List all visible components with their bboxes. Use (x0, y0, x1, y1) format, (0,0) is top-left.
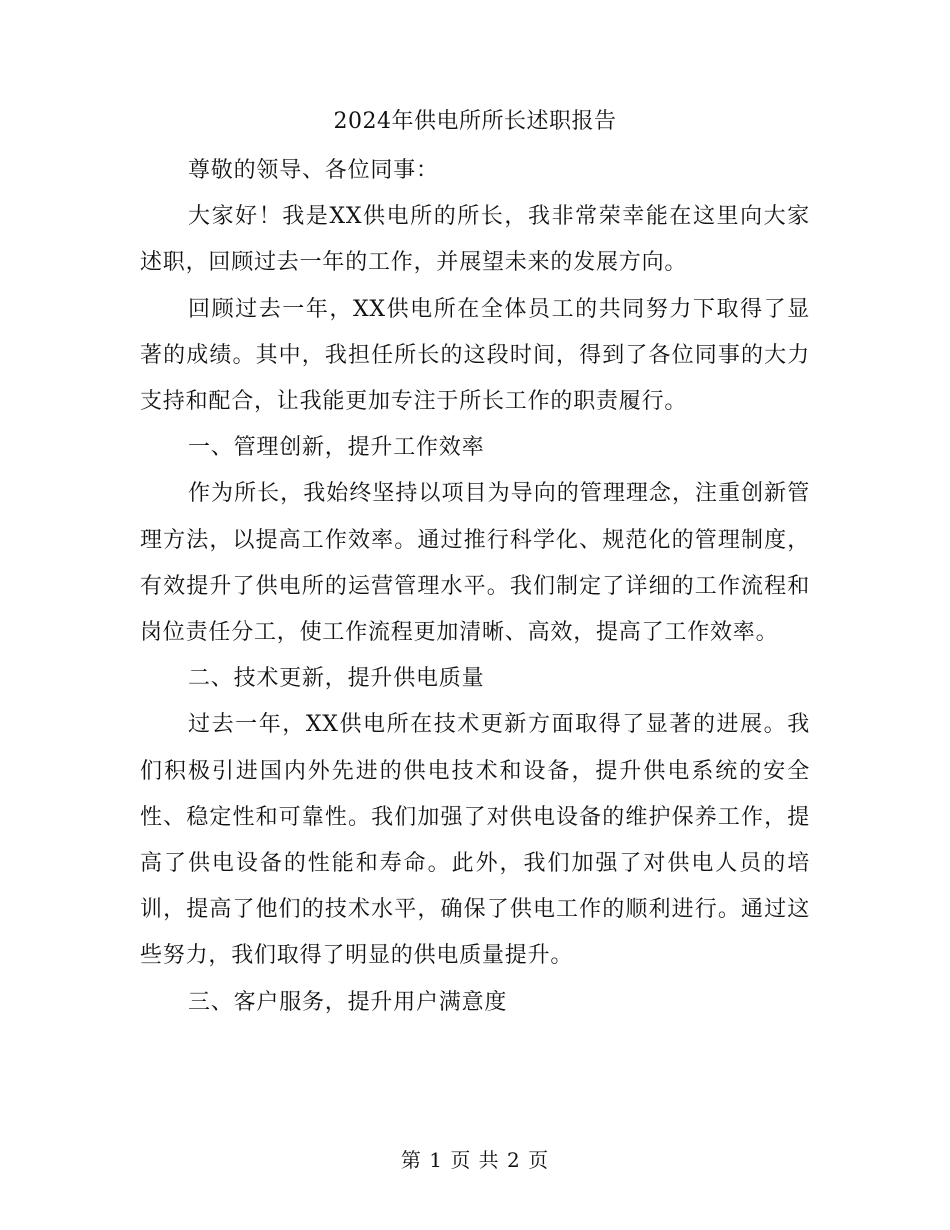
section-heading-management: 一、管理创新，提升工作效率 (188, 435, 485, 461)
document-title: 2024年供电所所长述职报告 (333, 109, 617, 134)
section-heading-customer-service: 三、客户服务，提升用户满意度 (188, 989, 508, 1015)
paragraph-intro: 大家好！我是XX供电所的所长，我非常荣幸能在这里向大家述职，回顾过去一年的工作，并展望未来的发展方向。 (140, 204, 810, 276)
document-body (140, 102, 810, 1026)
greeting: 尊敬的领导、各位同事： (188, 158, 439, 183)
page-number-footer: 第 1 页 共 2 页 (400, 1148, 550, 1172)
section-body-technology: 过去一年，XX供电所在技术更新方面取得了显著的进展。我们积极引进国内外先进的供电技术和设备，提升供电系统的安全性、稳定性和可靠性。我们加强了对供电设备的维护保养工作，提高了供电设备的性能和寿命。此外，我们加强了对供电人员的培训，提高了他们的技术水平，确保了供电工作的顺利进行。通过这些努力，我们取得了明显的供电质量提升。 (140, 712, 810, 969)
paragraph-review: 回顾过去一年，XX供电所在全体员工的共同努力下取得了显著的成绩。其中，我担任所长的这段时间，得到了各位同事的大力支持和配合，让我能更加专注于所长工作的职责履行。 (140, 296, 810, 415)
section-body-management: 作为所长，我始终坚持以项目为导向的管理理念，注重创新管理方法，以提高工作效率。通过推行科学化、规范化的管理制度，有效提升了供电所的运营管理水平。我们制定了详细的工作流程和岗位责任分工，使工作流程更加清晰、高效，提高了工作效率。 (140, 481, 810, 646)
section-heading-technology: 二、技术更新，提升供电质量 (188, 666, 485, 692)
